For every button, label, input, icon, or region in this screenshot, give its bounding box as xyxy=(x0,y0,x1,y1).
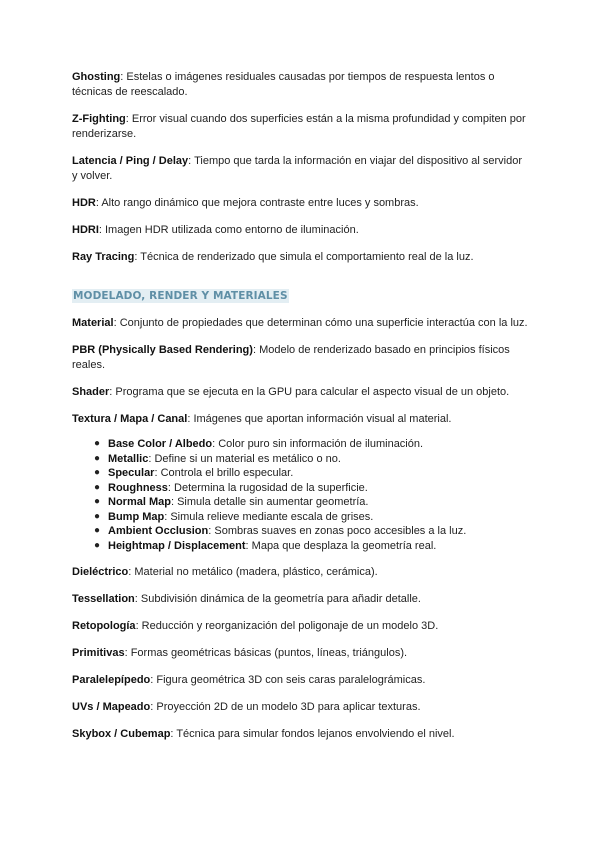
document-body xyxy=(72,70,528,754)
bullet-icon: ● xyxy=(94,467,101,478)
entry-term: Metallic xyxy=(108,452,149,465)
entry-definition: : Estelas o imágenes residuales causadas por tiempos de respuesta lentos o técnicas de reescalado. xyxy=(72,71,495,98)
entry-definition: : Modelo de renderizado basado en principios físicos reales. xyxy=(72,344,510,371)
entry-term: Normal Map xyxy=(108,496,171,508)
entry-definition: : Imágenes que aportan información visual al material. xyxy=(187,413,452,425)
list-item xyxy=(94,452,528,467)
entry-term: Textura / Mapa / Canal xyxy=(72,413,188,425)
entry-term: Dieléctrico xyxy=(72,566,129,578)
entry-definition: : Conjunto de propiedades que determinan cómo una superficie interactúa con la luz. xyxy=(113,317,528,329)
list-item xyxy=(94,524,528,539)
entry-term: Latencia / Ping / Delay xyxy=(72,155,189,167)
entry-definition: : Subdivisión dinámica de la geometría para añadir detalle. xyxy=(134,593,421,605)
glossary-entry-dielectrico xyxy=(72,565,528,580)
glossary-entry-tessellation xyxy=(72,592,528,607)
section-heading-text: MODELADO, RENDER Y MATERIALES xyxy=(73,290,288,302)
entry-definition: : Imagen HDR utilizada como entorno de iluminación. xyxy=(98,224,359,236)
entry-term: Ambient Occlusion xyxy=(108,525,209,537)
entry-term: Ray Tracing xyxy=(72,251,135,263)
list-item xyxy=(94,495,528,510)
entry-definition: : Define si un material es metálico o no. xyxy=(148,452,341,465)
entry-definition: : Programa que se ejecuta en la GPU para calcular el aspecto visual de un objeto. xyxy=(109,386,510,398)
entry-definition: : Figura geométrica 3D con seis caras paralelográmicas. xyxy=(150,674,426,686)
glossary-entry-pbr xyxy=(72,343,528,373)
list-item xyxy=(94,437,528,452)
glossary-entry-skybox xyxy=(72,727,528,742)
entry-term: Roughness xyxy=(108,481,168,494)
entry-term: Retopología xyxy=(72,620,136,632)
entry-term: Bump Map xyxy=(108,510,165,523)
entry-definition: : Controla el brillo especular. xyxy=(154,467,294,479)
entry-definition: : Simula relieve mediante escala de grises. xyxy=(164,510,374,523)
glossary-entry-hdri xyxy=(72,223,528,238)
entry-definition: : Simula detalle sin aumentar geometría. xyxy=(170,496,369,508)
list-item xyxy=(94,510,528,525)
entry-term: Specular xyxy=(108,467,155,479)
entry-definition: : Tiempo que tarda la información en viajar del dispositivo al servidor y volver. xyxy=(72,155,522,182)
glossary-entry-paralelepipedo xyxy=(72,673,528,688)
entry-definition: : Determina la rugosidad de la superficie. xyxy=(167,481,368,494)
entry-term: Shader xyxy=(72,386,110,398)
entry-term: Ghosting xyxy=(72,71,121,83)
list-item xyxy=(94,481,528,496)
bullet-icon: ● xyxy=(94,481,101,493)
entry-term: Tessellation xyxy=(72,593,135,605)
entry-definition: : Color puro sin información de iluminación. xyxy=(212,438,424,450)
glossary-entry-retopologia xyxy=(72,619,528,634)
entry-definition: : Proyección 2D de un modelo 3D para aplicar texturas. xyxy=(150,701,421,713)
entry-term: Primitivas xyxy=(72,647,125,659)
entry-definition: : Alto rango dinámico que mejora contraste entre luces y sombras. xyxy=(95,197,419,209)
entry-definition: : Formas geométricas básicas (puntos, líneas, triángulos). xyxy=(124,647,408,659)
glossary-entry-shader xyxy=(72,385,528,400)
glossary-entry-uvs xyxy=(72,700,528,715)
entry-term: Material xyxy=(72,317,114,329)
section-heading xyxy=(72,289,528,304)
glossary-entry-material xyxy=(72,316,528,331)
glossary-entry-textura xyxy=(72,412,528,427)
entry-term: Z-Fighting xyxy=(72,113,126,125)
bullet-icon: ● xyxy=(94,525,101,536)
entry-definition: : Técnica de renderizado que simula el comportamiento real de la luz. xyxy=(134,251,474,263)
bullet-icon: ● xyxy=(94,510,101,522)
glossary-entry-z-fighting xyxy=(72,112,528,142)
glossary-entry-ray-tracing xyxy=(72,250,528,265)
entry-term: Heightmap / Displacement xyxy=(108,539,246,552)
list-item xyxy=(94,466,528,481)
entry-definition: : Técnica para simular fondos lejanos envolviendo el nivel. xyxy=(170,728,455,740)
bullet-icon: ● xyxy=(94,539,101,551)
entry-definition: : Mapa que desplaza la geometría real. xyxy=(245,539,437,552)
glossary-entry-hdr xyxy=(72,196,528,211)
glossary-entry-latencia xyxy=(72,154,528,184)
texture-channel-list xyxy=(72,437,528,553)
entry-term: HDRI xyxy=(72,224,99,236)
bullet-icon: ● xyxy=(94,496,101,507)
bullet-icon: ● xyxy=(94,438,101,449)
glossary-entry-primitivas xyxy=(72,646,528,661)
entry-term: Paralelepípedo xyxy=(72,674,151,686)
entry-definition: : Error visual cuando dos superficies están a la misma profundidad y compiten por renderizarse. xyxy=(72,113,526,140)
entry-term: HDR xyxy=(72,197,96,209)
bullet-icon: ● xyxy=(94,452,101,464)
entry-term: Base Color / Albedo xyxy=(108,438,213,450)
entry-term: Skybox / Cubemap xyxy=(72,728,171,740)
entry-definition: : Reducción y reorganización del poligonaje de un modelo 3D. xyxy=(135,620,439,632)
entry-term: UVs / Mapeado xyxy=(72,701,151,713)
entry-term: PBR (Physically Based Rendering) xyxy=(72,344,253,356)
entry-definition: : Sombras suaves en zonas poco accesibles a la luz. xyxy=(208,525,467,537)
list-item xyxy=(94,539,528,554)
entry-definition: : Material no metálico (madera, plástico, cerámica). xyxy=(128,566,378,578)
glossary-entry-ghosting xyxy=(72,70,528,100)
